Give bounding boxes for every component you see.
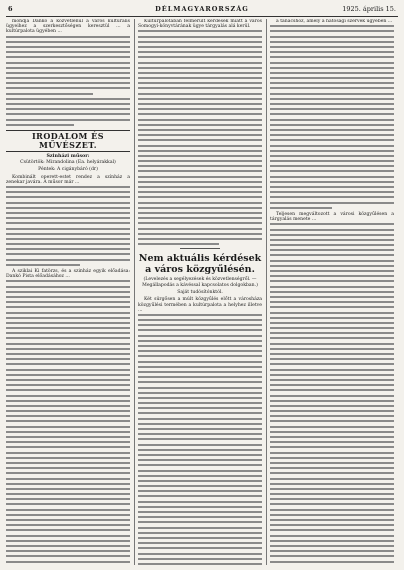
section-subtitle: Szinházi műsor:: [46, 152, 90, 159]
column-text: mondja Dankó a közvetlenül a város kulturális ügyeihez a szerkesztőségen keresztül ... a kultúrpalota ügyében ...: [6, 19, 130, 35]
column-3: [270, 19, 394, 565]
column-text: Kombinált operett-estet rendez a színház a zenekar javára. A műsor már ...: [6, 174, 130, 185]
section-title: IRODALOM ÉS MŰVÉSZET.: [6, 130, 130, 152]
newspaper-page: [6, 4, 398, 566]
newspaper-title: DÉLMAGYARORSZÁG: [155, 5, 249, 13]
text-block: [270, 223, 394, 565]
text-block: [270, 25, 394, 209]
article-byline: Saját tudósítónktól.: [177, 290, 223, 296]
article-title: Nem aktuális kérdések a város közgyűlésén.: [138, 253, 262, 276]
column-2: [138, 19, 262, 565]
column-text: a tanácshoz, amely a hatósági szervek ügyében ...: [276, 19, 393, 24]
text-block: [138, 314, 262, 565]
text-block: [6, 186, 130, 266]
text-block: [6, 36, 130, 126]
column-1: [6, 19, 130, 565]
column-text: Két sürgősen a múlt közgyűlés előtt a városháza közgyűlési termében a kultúrpalota a helyhez illetve ...: [138, 297, 262, 313]
article-lead: (Levelezés a segélyezések és közvetlenségről. — Megállapodás a kávéssal kapcsolatos dolgokban.): [142, 277, 258, 288]
text-block: [6, 280, 130, 565]
column-text: Kultúrpalotában felmerült kérdések miatt a város Somogyi-könyvtárának ügye tárgyalás alá kerül.: [138, 19, 262, 30]
column-text: A sziklai Ki fatörzs, és a szinház egyik előadása: Dankó Pista előadásához ...: [6, 269, 130, 280]
schedule-line: Péntek: A cigánybáró (dr): [38, 167, 98, 173]
column-rule: [134, 19, 135, 565]
page-number: 6: [8, 5, 13, 13]
column-rule: [266, 19, 267, 565]
divider: [180, 248, 220, 249]
schedule-line: Csütörtök: Mirandolina (Ea. helyárakkal): [20, 160, 116, 166]
issue-date: 1925. április 15.: [342, 5, 396, 13]
column-text: Teljesen megváltozott a városi közgyűlésen a tárgyalás menete ...: [270, 211, 394, 223]
page-header: [6, 4, 398, 17]
text-block: [138, 30, 262, 245]
